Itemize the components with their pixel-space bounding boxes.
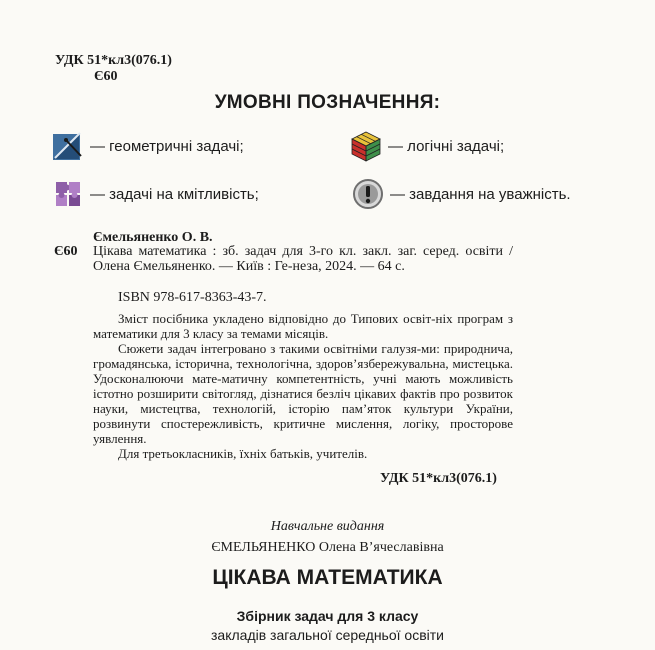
book-subtitle: Збірник задач для 3 класу [236,608,419,624]
legend-item-attention [352,178,571,210]
card-description [93,311,513,461]
description-paragraph: Зміст посібника укладено відповідно до Типових освіт-ніх програм з математики для 3 класу за темами місяців. [93,311,513,341]
author-code-header: Є60 [94,69,118,84]
udk-header: УДК 51*кл3(076.1) [55,53,172,68]
card-bibliography: Цікава математика : зб. задач для 3-го кл. закл. заг. серед. освіти / Олена Ємельяненко. — Київ : Ге-неза, 2024. — 64 с. [93,244,513,275]
edition-type: Навчальне видання [270,519,385,534]
legend-label: — логічні задачі; [388,137,505,155]
puzzle-pieces-icon [52,178,84,210]
author-fullname: ЄМЕЛЬЯНЕНКО Олена В’ячеславівна [211,540,444,555]
card-udk: УДК 51*кл3(076.1) [380,471,497,486]
legend-label: — завдання на уважність. [390,185,571,203]
rubiks-cube-icon [350,130,382,162]
card-isbn: ISBN 978-617-8363-43-7. [118,290,267,305]
geometry-tools-icon [52,130,84,162]
legend-item-wit [52,178,259,210]
book-subtitle-2: закладів загальної середньої освіти [211,627,444,643]
description-paragraph: Сюжети задач інтегровано з такими освітніми галузя-ми: природнича, громадянська, історична, технологічна, здоров’язбережувальна, мистецька. Удосконалюючи мате-матичну компетентність, учні мають можливість істотно розширити світогляд, дізнатися безліч цікавих фактів про розвиток науки, мистецтва, технологій, історію пам’яток культури України, розвинути спостережливість, критичне мислення, логіку, просторове уявлення. [93,341,513,446]
card-author: Ємельяненко О. В. [93,230,213,245]
exclamation-icon [352,178,384,210]
legend-item-geometry [52,130,244,162]
legend-item-logic [350,130,504,162]
legend-label: — задачі на кмітливість; [90,185,259,203]
book-title: ЦІКАВА МАТЕМАТИКА [212,566,443,589]
legend-title: УМОВНІ ПОЗНАЧЕННЯ: [214,92,441,113]
description-paragraph: Для третьокласників, їхніх батьків, учителів. [118,446,368,461]
legend-label: — геометричні задачі; [90,137,244,155]
card-author-code: Є60 [54,244,78,259]
